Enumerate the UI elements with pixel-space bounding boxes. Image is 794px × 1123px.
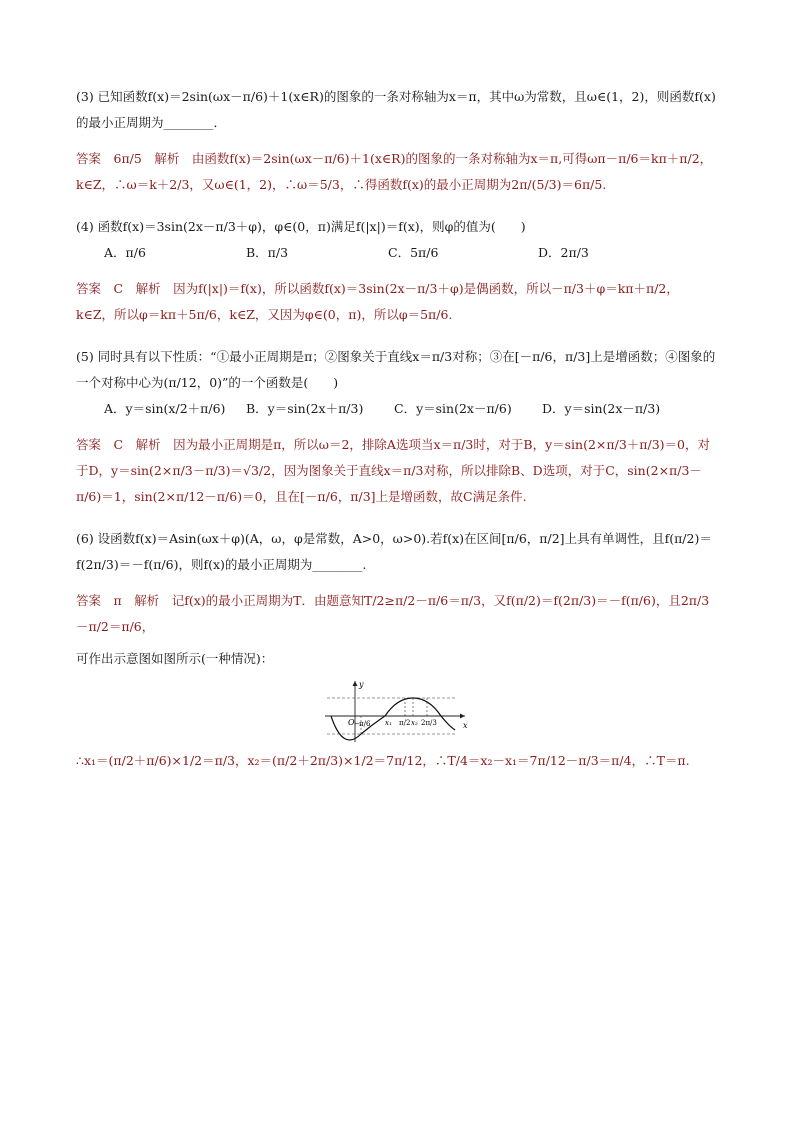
figure-note: 可作出示意图如图所示(一种情况)： (76, 651, 274, 666)
option-c: C．y＝sin(2x－π/6) (394, 401, 512, 416)
question-4: (4) 函数f(x)＝3sin(2x－π/3＋φ)，φ∈(0，π)满足f(|x|)＝f(x)，则φ的值为( ) (76, 219, 526, 234)
option-b: B．π/3 (246, 245, 289, 260)
tick-pi6: π/6 (359, 720, 371, 728)
sine-sketch-figure (76, 678, 716, 744)
answer-4: 答案 C 解析 因为f(|x|)＝f(x)，所以函数f(x)＝3sin(2x－π/3＋φ)是偶函数，所以－π/3＋φ＝kπ＋π/2，k∈Z，所以φ＝kπ＋5π/6，k∈Z，又因为φ∈(0，π)，所以φ＝5π/6. (76, 281, 679, 322)
origin-label: O (348, 718, 355, 727)
question-3: (3) 已知函数f(x)＝2sin(ωx－π/6)＋1(x∈R)的图象的一条对称轴为x＝π，其中ω为常数，且ω∈(1，2)，则函数f(x)的最小正周期为________． (76, 89, 716, 130)
answer-3: 答案 6π/5 解析 由函数f(x)＝2sin(ωx－π/6)＋1(x∈R)的图象的一条对称轴为x＝π,可得ωπ－π/6＝kπ＋π/2，k∈Z，∴ω＝k＋2/3，又ω∈(1，2)，∴ω＝5/3，∴得函数f(x)的最小正周期为2π/(5/3)＝6π/5. (76, 151, 713, 192)
answer-5: 答案 C 解析 因为最小正周期是π，所以ω＝2，排除A选项当x＝π/3时，对于B，y＝sin(2×π/3＋π/3)＝0，对于D，y＝sin(2×π/3－π/3)＝√3/2，因为图象关于直线x＝π/3对称，所以排除B、D选项，对于C，sin(2×π/3－π/6)＝1，sin(2×π/12－π/6)＝0，且在[－π/6，π/3]上是增函数，故C满足条件. (76, 437, 710, 504)
option-a: A．y＝sin(x/2＋π/6) (104, 401, 226, 416)
answer-6: 答案 π 解析 记f(x)的最小正周期为T．由题意知T/2≥π/2－π/6＝π/3，又f(π/2)＝f(2π/3)＝－f(π/6)，且2π/3－π/2＝π/6， (76, 593, 710, 634)
tick-2pi3: 2π/3 (421, 719, 437, 727)
sine-sketch-svg (321, 678, 471, 744)
page-content (76, 84, 716, 774)
x-axis-label: x (463, 721, 468, 730)
x-axis-arrow (460, 714, 465, 719)
option-b: B．y＝sin(2x＋π/3) (246, 401, 364, 416)
option-c: C．5π/6 (388, 245, 439, 260)
question-5: (5) 同时具有以下性质：“①最小正周期是π；②图象关于直线x＝π/3对称；③在[－π/6，π/3]上是增函数；④图象的一个对称中心为(π/12，0)”的一个函数是( ) (76, 349, 716, 390)
tick-x1: x₁ (385, 719, 392, 727)
y-axis-arrow (353, 681, 358, 686)
tick-x2: x₂ (411, 719, 418, 727)
option-a: A．π/6 (104, 245, 146, 260)
option-d: D．2π/3 (538, 245, 589, 260)
tick-pi2: π/2 (399, 719, 411, 727)
options-4 (76, 240, 716, 266)
tick-sign: − (354, 720, 360, 728)
options-5 (76, 396, 716, 422)
conclusion-6: ∴x₁＝(π/2＋π/6)×1/2＝π/3，x₂＝(π/2＋2π/3)×1/2＝7π/12，∴T/4＝x₂－x₁＝7π/12－π/3＝π/4，∴T＝π. (76, 753, 690, 768)
question-6: (6) 设函数f(x)＝Asin(ωx＋φ)(A，ω，φ是常数，A>0，ω>0).若f(x)在区间[π/6，π/2]上具有单调性，且f(π/2)＝f(2π/3)＝－f(π/6)，则f(x)的最小正周期为________. (76, 531, 712, 572)
option-d: D．y＝sin(2x－π/3) (542, 401, 661, 416)
y-axis-label: y (359, 680, 364, 689)
